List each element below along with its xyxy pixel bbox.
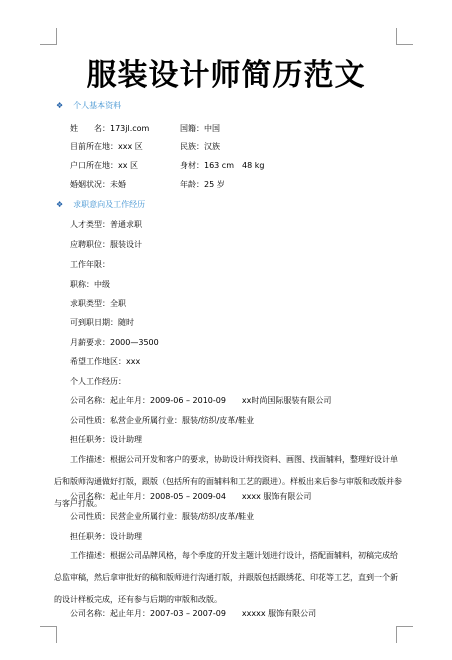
crop-mark-bottom-right (396, 626, 413, 643)
personal-marital: 婚姻状况：未婚 (70, 180, 126, 189)
job-type: 求职类型：全职 (70, 299, 126, 308)
personal-name: 姓 名：173jl.com (70, 124, 150, 133)
exp1-company: 公司名称：起止年月：2009-06 – 2010-09 xx时尚国际服装有限公司 (70, 396, 332, 405)
crop-mark-top-right (396, 28, 413, 45)
section-label: 求职意向及工作经历 (73, 200, 146, 209)
personal-nationality: 国籍：中国 (180, 124, 220, 133)
exp1-role: 担任职务：设计助理 (70, 435, 142, 444)
personal-ethnicity: 民族：汉族 (180, 142, 220, 151)
job-talent-type: 人才类型：普通求职 (70, 220, 142, 229)
document-title: 服装设计师简历范文 (86, 58, 366, 93)
exp1-desc-text: 根据公司开发和客户的要求，协助设计师找资料、画图、找面辅料，整理好设计单后和版师沟通做好打版，跟版（包括所有的面辅料和工艺的跟进）。样板出来后参与审版和改版并参与客户打版。 (54, 455, 402, 508)
exp2-desc-text: 根据公司品牌风格，每个季度的开发主题计划进行设计，搭配面辅料，初稿完成给总监审稿，然后拿审批好的稿和版师进行沟通打版，并跟版包括跟绣花、印花等工艺，直到一个新的设计样板完成，还有参与后期的审版和改版。 (54, 551, 398, 604)
section-label: 个人基本资料 (73, 101, 122, 110)
exp2-desc-label: 工作描述： (70, 551, 110, 560)
job-salary: 月薪要求：2000—3500 (70, 338, 159, 347)
exp3-company: 公司名称：起止年月：2007-03 – 2007-09 xxxxx 服饰有限公司 (70, 609, 317, 618)
job-start-date: 可到职日期：随时 (70, 318, 134, 327)
diamond-bullet-icon: ❖ (56, 200, 64, 209)
exp1-nature: 公司性质：私营企业所属行业：服装/纺织/皮革/鞋业 (70, 416, 255, 425)
section-heading-personal (56, 100, 121, 112)
exp1-desc-label: 工作描述： (70, 455, 110, 464)
section-heading-job (56, 199, 145, 211)
personal-hukou: 户口所在地：xx 区 (70, 161, 139, 170)
crop-mark-bottom-left (40, 626, 57, 643)
personal-height: 身材：163 cm 48 kg (180, 161, 265, 170)
personal-residence: 目前所在地：xxx 区 (70, 142, 143, 151)
job-position: 应聘职位：服装设计 (70, 240, 142, 249)
crop-mark-top-left (40, 28, 57, 45)
personal-age: 年龄：25 岁 (180, 180, 225, 189)
exp1-description (54, 449, 404, 515)
exp2-description (54, 545, 404, 611)
job-area: 希望工作地区：xxx (70, 357, 141, 366)
diamond-bullet-icon: ❖ (56, 101, 64, 110)
exp2-nature: 公司性质：民营企业所属行业：服装/纺织/皮革/鞋业 (70, 512, 255, 521)
job-history-label: 个人工作经历： (70, 377, 126, 386)
exp2-role: 担任职务：设计助理 (70, 532, 142, 541)
exp2-company: 公司名称：起止年月：2008-05 – 2009-04 xxxx 服饰有限公司 (70, 492, 312, 501)
job-years: 工作年限： (70, 260, 110, 269)
job-title-rank: 职称：中级 (70, 280, 110, 289)
